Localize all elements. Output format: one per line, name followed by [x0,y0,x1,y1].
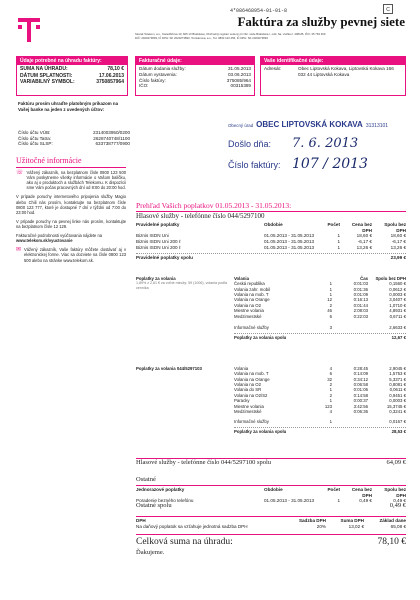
vat-col-header: Základ dane [379,518,406,523]
call-type: Medzimestské [234,408,262,414]
total-label: Poplatky za volania spolu [234,335,287,341]
info-services-label: Informačné služby [234,324,269,330]
call-type: Česká republika [234,281,265,287]
call-amount: 5,3371 € [389,376,406,382]
col-period-header: Obdobie [264,222,283,227]
addressee-value: 032 44 Liptovská Kokava [298,71,350,77]
other-group-label: Jednorazové poplatky [136,487,185,492]
call-type: Volania na O2 [234,382,261,388]
call-amount: 0,0612 € [389,286,406,292]
vat-label: Na daňový poplatok sa vzťahuje jednotná sadzba DPH [136,523,248,529]
account-label: Číslo účtu Tatra: [18,135,52,141]
invoice-label: IČO: [139,83,149,89]
cell-total: 0,49 € [393,498,406,504]
total-value: 0,49 € [389,502,406,509]
line-total-row [136,459,406,467]
amount-value: 78,10 € [107,66,124,73]
call-time: 0:22:03 [353,313,368,319]
call-type: Volania na mob. T [234,371,269,377]
calls-label: Poplatky za volania [136,276,176,281]
account-value: 2314003950/0200 [92,130,130,135]
addressee-label: Adresát: [264,66,282,72]
call-count: 32 [327,376,332,382]
info-paragraph: Fakturačné podrobnosti vyúčtovania nájdete na [16,233,103,239]
call-time: 0:14:58 [353,392,368,398]
invoice-number-label: Číslo faktúry: [228,160,281,171]
col-period-header: Obdobie [264,487,283,492]
calls-label: Poplatky za volania 044/5297103 [136,366,202,371]
calls-col-header: Spolu bez DPH [375,276,406,281]
call-time: 0:01:36 [353,286,368,292]
account-value: 2628740748/1100 [93,135,130,141]
customer-box [260,56,406,96]
fees-header-row [136,222,406,233]
account-label: Číslo účtu SLSP: [18,141,53,147]
cell-total: -6,17 € [391,239,406,245]
other-header-row [136,487,406,498]
info-services-count: 1 [329,419,332,425]
info-divider [16,167,126,168]
call-type: Miestne volania [234,308,264,314]
payment-note: Faktúru prosím uhraďte platobným prikazom na Vašej banke na jeden z uvedených účtov: [18,101,119,112]
call-amount: 0,8081 € [389,382,406,388]
col-price-header: Cena bez DPH [351,487,372,498]
call-count: 1 [329,286,332,292]
cell-count: 1 [337,233,340,239]
call-amount: 0,6711 € [389,313,406,319]
call-time: 0:01:09 [353,292,368,298]
received-stamp [228,120,408,195]
info-services-count: 3 [329,324,332,330]
call-amount: 1,5753 € [389,371,406,377]
cell-total: 18,60 € [390,233,406,239]
calls-total-1 [234,335,406,340]
call-time: 2:08:03 [353,308,368,314]
call-count: 2 [329,392,332,398]
vat-col-header: DPH [136,518,146,523]
call-amount: 15,3745 € [386,403,406,409]
invoice-number-handwritten: 107 / 2013 [292,156,368,173]
received-label: Došlo dňa: [228,139,272,149]
cell-period: 01.05.2013 - 31.05.2013 [264,498,315,504]
call-count: 2 [329,302,332,308]
total-value: 23,99 € [390,254,406,260]
total-label: Poplatky za volania spolu [234,428,287,434]
call-time: 0:34:12 [353,376,368,382]
call-count: 123 [324,403,332,409]
col-total-header: Spolu bez DPH [384,222,406,233]
phone-icon: ☏ [16,170,24,176]
vat-base: 65,08 € [390,523,406,529]
table-row [136,245,406,251]
calls-section-2 [136,366,406,434]
call-count: 1 [329,398,332,404]
grand-total-value: 78,10 € [377,537,406,547]
call-type: Volania zahr. mobil [234,286,271,292]
call-type: Volania na O2/S2 [234,392,268,398]
cell-item: Biznis ISDN Uni 200 ℓ [136,244,181,250]
customer-box-header: Vaše identifikačné údaje: [261,57,405,65]
call-time: 0:16:13 [353,297,368,303]
cell-price: -6,17 € [357,239,372,245]
call-amount: 2,9045 € [389,366,406,371]
vat-row [136,524,406,530]
corner-box-label: C [386,7,390,13]
stamp-office: Obecný úrad [228,123,254,128]
cell-period: 01.05.2013 - 31.05.2013 [264,233,315,239]
page-title: Faktúra za služby pevnej siete [237,14,405,29]
received-date: 7. 6. 2013 [292,136,359,151]
call-type: Miestne volania [234,403,264,409]
cell-price: 18,60 € [356,233,372,239]
col-total-header: Spolu bez DPH [384,487,406,498]
call-type: Volania [234,366,249,371]
call-amount: 0,0003 € [389,292,406,298]
cell-count: 1 [337,239,340,245]
call-time: 0:28:45 [353,366,368,371]
call-amount: 3,0407 € [389,297,406,303]
info-paragraph: Vážený zákazník, Vaše faktúry môžete dostávať aj v elektronickej forme. Viac sa dozviete na čísle 0800 123 500 alebo na stránke www.telekom.sk. [24,247,126,263]
call-type: Medzimestské [234,313,262,319]
call-time: 0:01:06 [353,387,368,393]
bank-accounts [18,130,130,147]
call-time: 0:01:03 [353,281,368,287]
call-count: 6 [329,313,332,319]
call-count: 2 [329,382,332,388]
call-count: 1 [329,387,332,393]
cell-count: 1 [337,498,340,504]
invoice-value: 00315389 [230,83,251,89]
call-amount: 0,0003 € [389,398,406,404]
call-amount: 4,8931 € [389,308,406,314]
call-amount: 0,1560 € [389,281,406,287]
call-count: 4 [329,408,332,414]
total-value: 12,67 € [391,335,406,341]
invoice-box-header: Fakturačné údaje: [136,57,254,65]
line-total-label: Hlasové služby - telefónne číslo 044/5297100 spolu [136,459,272,466]
vat-rate: 20% [316,523,326,529]
invoice-label: Číslo faktúry: [139,77,166,83]
line-title: Hlasové služby - telefónne číslo 044/5297100 [136,212,265,220]
envelope-icon: ✉ [16,247,22,254]
info-paragraph: V prípade poruchy na pevnej linke nás prosím, kontaktujte na bezplatnom čísle 12 129. [16,218,126,229]
col-count-header: Počet [327,222,340,227]
variable-symbol-value: 3750857964 [96,78,124,85]
call-count: 46 [327,308,332,314]
total-value: 28,53 € [391,428,406,434]
variable-symbol-row [20,79,124,85]
addressee-label [264,72,290,78]
calls-section-1 [136,276,406,341]
call-time: 0:01:44 [353,302,368,308]
total-label: Pravidelné poplatky spolu [136,254,193,260]
calls-col-header: Volania [234,276,249,281]
vat-col-header: Sadzba DPH [298,518,326,523]
addressee-value: Obec Liptovská Kokava, Liptovská Kokava 166 [298,66,394,72]
document-code: 4*086468954-01-01-8 [230,8,288,14]
info-paragraph: V prípade poruchy internetového pripojenia služby Magio alebo Chili nás prosím, kontaktujte na bezplatnom čísle 0800 123 777, ktoré je dostupné 7 dní v týždni od 7:00 do 23:00 hod. [16,194,126,215]
cell-item: Biznis ISDN Uni 200 ℓ [136,239,181,245]
grand-total-divider [136,534,406,535]
payment-box [16,56,128,96]
company-info-1: Slovak Telekom, a.s., Karadžičova 10, 825 13 Bratislava, Obchodný register vedený pri Okr. súde Bratislava I, odd. Sa, vložka č. 2081/B, IČO: 35 763 469 [135,32,326,36]
calls-col-header: Čas [360,276,368,281]
call-count: 1 [329,292,332,298]
vat-col-header: Suma DPH [340,518,364,523]
corner-box [383,4,393,14]
call-count: 6 [329,371,332,377]
call-type: Volania do SR [234,387,262,393]
call-count: 1 [329,281,332,287]
cell-period: 01.05.2013 - 31.05.2013 [264,244,315,250]
telekom-logo [16,16,42,46]
variable-symbol-label: VARIABILNÝ SYMBOL: [20,78,75,85]
invoice-value: 375085/964 [226,77,251,83]
info-services-label: Informačné služby [234,419,269,425]
due-date-value: 17.06.2013 [98,72,124,79]
company-info-2: DIČ: 2020273893, IČ DPH: SK 2020273893, Tomkánova, a.s., Tel. 0800 123 456, IČ DPH: SK 2020273893 [135,36,268,40]
call-type: Volania na Orange [234,297,270,303]
call-type: Volania na O2 [234,302,261,308]
addressee-row [264,72,402,78]
calls-total-2 [234,429,406,434]
invoice-row [139,83,251,89]
thanks-text: Ďakujeme. [136,549,165,556]
call-time: 3:42:56 [353,403,368,409]
cell-item: Poradenie bezného telefónu [136,498,194,504]
invoice-label: Dátum vystavenia: [139,71,177,77]
account-value: 633738777/0900 [95,141,130,147]
col-count-header: Počet [327,487,340,492]
info-paragraph: Vážený zákazník, na bezplatnom čísle 0800 123 500 Vám poskytneme všetky informácie o Vašom balíčku, ako aj o produktoch a službách Telekomu. K dispozícii sme Vám počas pracovných dní od 8:00 do 20:00 hod. [26,170,126,191]
stamp-code: 31313101 [365,123,389,129]
account-label: Číslo účtu VÚB: [18,130,51,135]
line-total-value: 64,09 € [386,459,406,466]
other-divider [136,485,406,486]
regular-fees-total [136,255,406,261]
call-amount: 0,9451 € [389,392,406,398]
cell-price: 0,49 € [359,498,372,504]
info-services-amount: 0,0167 € [389,419,406,425]
vat-section [136,518,406,529]
total-label: Ostatné spolu [136,502,172,509]
info-block [16,170,126,263]
vat-divider [136,516,406,517]
col-price-header: Cena bez DPH [351,222,372,233]
invoice-label: Dátum dodania služby: [139,66,186,72]
call-type: Volania na Orange [234,376,270,382]
regular-fees-section [136,222,406,260]
amount-label: SUMA NA ÚHRADU: [20,66,68,73]
grand-total-label: Celková suma na úhradu: [136,537,233,547]
call-amount: 0,0611 € [389,387,406,393]
call-time: 0:06:36 [353,408,368,414]
call-time: 0:06:58 [353,382,368,388]
call-amount: 1,0710 € [389,302,406,308]
account-row [18,141,130,147]
other-total-row [136,502,406,510]
other-title: Ostatné [136,476,156,483]
fees-group-label: Pravidelné poplatky [136,222,180,227]
invoice-box [135,56,255,96]
cell-price: 13,26 € [356,244,372,250]
invoice-value: 31.05.2013 [228,66,251,72]
grand-total-row [136,537,406,549]
cell-period: 01.05.2013 - 31.05.2013 [264,239,315,245]
info-services-amount: 2,6633 € [389,324,406,330]
overview-title: Prehľad Vašich poplatkov 01.05.2013 - 31.05.2013: [136,201,292,210]
calls-desc: 1,89% z 2,61 € za voľné minúty: 59 (1006), volania podľa cenníka [136,281,227,290]
invoice-value: 03.06.2013 [228,71,251,77]
call-amount: 0,3241 € [389,408,406,414]
due-date-label: DÁTUM SPLATNOSTI: [20,72,73,79]
call-time: 0:00:37 [353,398,368,404]
info-link[interactable]: www.telekom.sk/vyuctovanie [16,238,73,244]
vat-amount: 13,02 € [348,523,364,529]
call-count: 4 [329,366,332,371]
cell-total: 13,26 € [390,244,406,250]
call-time: 0:14:09 [353,371,368,377]
cell-item: Biznis ISDN Uni [136,233,169,239]
call-type: Paracky [234,398,250,404]
call-type: Volania na mob. T [234,292,269,298]
cell-count: 1 [337,244,340,250]
stamp-name: OBEC LIPTOVSKÁ KOKAVA [256,120,363,129]
info-title: Užitočné informácie [16,156,82,165]
call-count: 12 [327,297,332,303]
payment-box-header: Údaje potrebné na úhradu faktúry: [17,57,127,65]
